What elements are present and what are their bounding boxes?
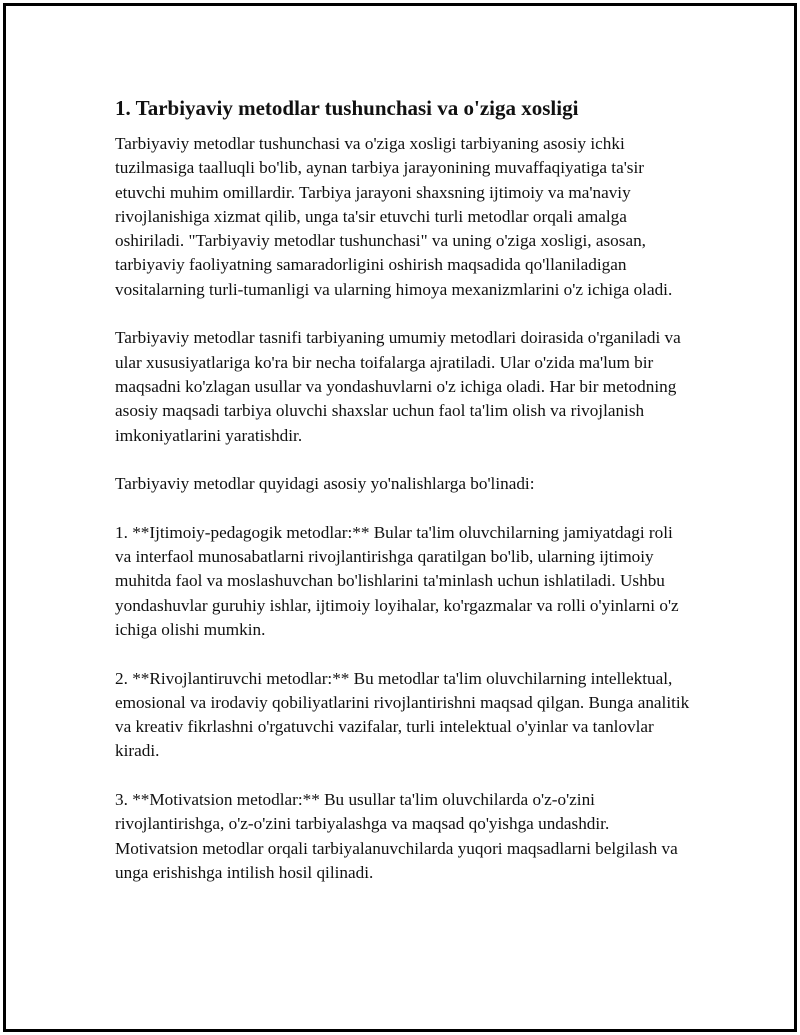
document-body	[115, 94, 690, 910]
list-item-developmental: 2. **Rivojlantiruvchi metodlar:** Bu metodlar ta'lim oluvchilarning intellektual, emosional va irodaviy qobiliyatlarini rivojlantirishni maqsad qilgan. Bunga analitik va kreativ fikrlashni o'rgatuvchi vazifalar, turli intelektual o'yinlar va tanlovlar kiradi.	[115, 668, 690, 761]
section-heading: 1. Tarbiyaviy metodlar tushunchasi va o'ziga xosligi	[115, 96, 579, 120]
list-intro-paragraph: Tarbiyaviy metodlar quyidagi asosiy yo'nalishlarga bo'linadi:	[115, 474, 535, 494]
list-item-social-pedagogical: 1. **Ijtimoiy-pedagogik metodlar:** Bular ta'lim oluvchilarning jamiyatdagi roli va interfaol munosabatlarni rivojlantirishga qaratilgan bo'lib, ularning ijtimoiy muhitda faol va moslashuvchan bo'lishlarini ta'minlash uchun ishlatiladi. Ushbu yondashuvlar guruhiy ishlar, ijtimoiy loyihalar, ko'rgazmalar va rolli o'yinlarni o'z ichiga olishi mumkin.	[115, 522, 679, 639]
classification-paragraph: Tarbiyaviy metodlar tasnifi tarbiyaning umumiy metodlari doirasida o'rganiladi va ular xususiyatlariga ko'ra bir necha toifalarga ajratiladi. Ular o'zida ma'lum bir maqsadni ko'zlagan usullar va yondashuvlarni o'z ichiga oladi. Har bir metodning asosiy maqsadi tarbiya oluvchi shaxslar uchun faol ta'lim olish va rivojlanish imkoniyatlarini yaratishdir.	[115, 328, 681, 445]
list-item-motivational: 3. **Motivatsion metodlar:** Bu usullar ta'lim oluvchilarda o'z-o'zini rivojlantirishga, o'z-o'zini tarbiyalashga va maqsad qo'yishga undashdir. Motivatsion metodlar orqali tarbiyalanuvchilarda yuqori maqsadlarni belgilash va unga erishishga intilish hosil qilinadi.	[115, 790, 678, 882]
intro-paragraph: Tarbiyaviy metodlar tushunchasi va o'ziga xosligi tarbiyaning asosiy ichki tuzilmasiga taalluqli bo'lib, aynan tarbiya jarayonining muvaffaqiyatiga ta'sir etuvchi muhim omillardir. Tarbiya jarayoni shaxsning ijtimoiy va ma'naviy rivojlanishiga xizmat qilib, unga ta'sir etuvchi turli metodlar orqali amalga oshiriladi. "Tarbiyaviy metodlar tushunchasi" va uning o'ziga xosligi, asosan, tarbiyaviy faoliyatning samaradorligini oshirish maqsadida qo'llaniladigan vositalarning turli-tumanligi va ularning himoya mexanizmlarini o'z ichiga oladi.	[115, 134, 673, 299]
